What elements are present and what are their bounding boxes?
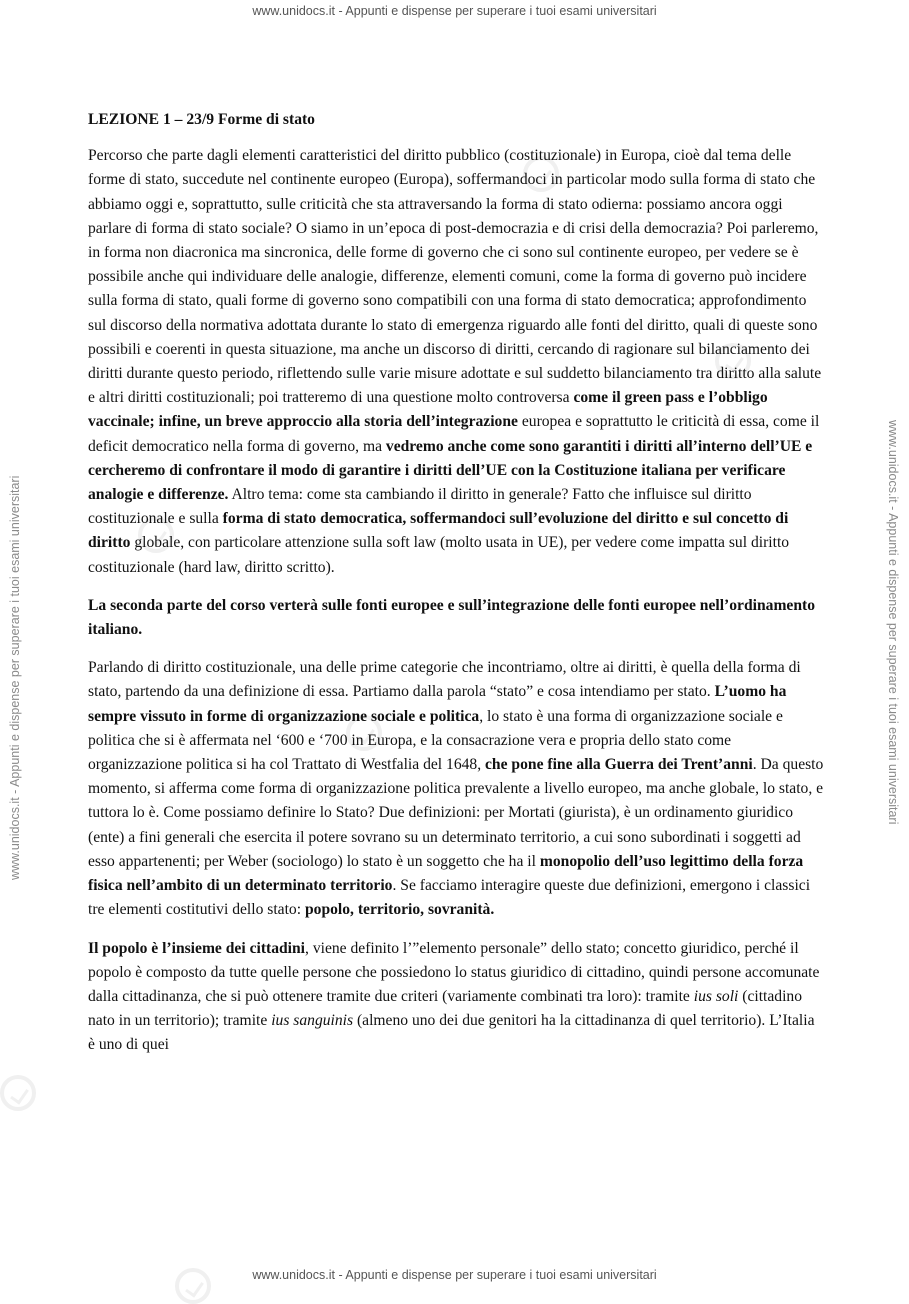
watermark-header: www.unidocs.it - Appunti e dispense per superare i tuoi esami universitari (252, 4, 657, 18)
text-run: globale, con particolare attenzione sulla soft law (molto usata in UE), per vedere come impatta sul diritto costituzionale (hard law, diritto scritto). (88, 534, 790, 576)
paragraph-stato (88, 656, 824, 922)
text-run: , viene definito l’”elemento personale” dello stato; concetto giuridico, perché il popolo è composto da tutte quelle persone che possiedono lo status giuridico di cittadino, quindi persone accomunate dalla cittadinanza, che si può ottenere tramite due criteri (variamente combinati tra loro): tramite (88, 939, 820, 1005)
paragraph-second-part: La seconda parte del corso verterà sulle fonti europee e sull’integrazione delle fonti europee nell’ordinamento italiano. (88, 596, 816, 639)
watermark-logo-icon (175, 1268, 211, 1304)
lesson-title: LEZIONE 1 – 23/9 Forme di stato (88, 111, 315, 128)
text-run-bold: vedremo anche come sono garantiti i diritti all’interno dell’UE e cercheremo di confrontare il modo di garantire i diritti dell’UE con la Costituzione italiana per verificare analogie e differenze. (88, 437, 813, 504)
paragraph-intro (88, 144, 824, 580)
watermark-footer: www.unidocs.it - Appunti e dispense per superare i tuoi esami universitari (252, 1268, 657, 1282)
text-run-bold: L’uomo ha sempre vissuto in forme di organizzazione sociale e politica (88, 683, 787, 725)
paragraph-popolo (88, 937, 824, 1058)
text-run-bold: popolo, territorio, sovranità. (304, 901, 495, 919)
text-run: , lo stato è una forma di organizzazione sociale e politica che si è affermata nel ‘600 e ‘700 in Europa, e la consacrazione vera e propria dello stato come organizzazione politica si ha col Trattato di Westfalia del 1648, (88, 707, 783, 774)
text-run: Percorso che parte dagli elementi caratteristici del diritto pubblico (costituzionale) in Europa, cioè dal tema delle forme di stato, succedute nel continente europeo (Europa), soffermandoci in particolar modo sulla forma di stato che abbiamo oggi e, soprattutto, sulle criticità che sta attraversando la forma di stato odierna: possiamo ancora oggi parlare di forma di stato sociale? O siamo in un’epoca di post-democrazia e di crisi della democrazia? Poi parleremo, in forma non diacronica ma sincronica, delle forme di governo che ci sono sul continente europeo, per vedere se è possibile anche qui individuare delle analogie, differenze, elementi comuni, come la forma di governo può incidere sulla forma di stato, quali forme di governo sono compatibili con una forma di stato democratica; approfondimento sul discorso della normativa adottata durante lo stato di emergenza riguardo alle fonti del diritto, quali di queste sono possibili e coerenti in questa situazione, ma anche un discorso di diritti, cercando di ragionare sul bilanciamento dei diritti durante questo periodo, riflettendo sulle varie misure adottate e sul suddetto bilanciamento tra diritto alla salute e altri diritti costituzionali; poi tratteremo di una questione molto controversa (88, 147, 822, 407)
text-run: . Se facciamo interagire queste due definizioni, emergono i classici tre elementi costitutivi dello stato: (88, 877, 811, 919)
watermark-logo-icon (0, 1075, 36, 1111)
text-run: europea e soprattutto le criticità di essa, come il deficit democratico nella forma di governo, ma (88, 413, 820, 455)
text-run-bold: che pone fine alla Guerra dei Trent’anni (485, 756, 753, 774)
text-run-bold: forma di stato democratica, soffermandoci sull’evoluzione del diritto e sul concetto di diritto (88, 510, 789, 552)
text-run: . Da questo momento, si afferma come forma di organizzazione politica prevalente a livello europeo, ma anche globale, lo stato, e tuttora lo è. Come possiamo definire lo Stato? Due definizioni: per Mortati (giurista), è un ordinamento giuridico (ente) a fini generali che esercita il potere sovrano su un determinato territorio, a cui sono subordinati i soggetti ad esso appartenenti; per Weber (sociologo) lo stato è un soggetto che ha il (88, 756, 824, 870)
watermark-right: www.unidocs.it - Appunti e dispense per superare i tuoi esami universitari (886, 420, 900, 825)
text-run-bold: monopolio dell’uso legittimo della forza fisica nell’ambito di un determinato territorio (88, 852, 804, 895)
text-run: (cittadino nato in un territorio); tramite (88, 987, 803, 1030)
text-run-bold: Il popolo è l’insieme dei cittadini (88, 939, 306, 957)
text-run: Altro tema: come sta cambiando il diritto in generale? Fatto che influisce sul diritto costituzionale e sulla (88, 486, 752, 528)
text-run-bold: come il green pass e l’obbligo vaccinale; infine, un breve approccio alla storia dell’integrazione (88, 389, 768, 431)
watermark-left: www.unidocs.it - Appunti e dispense per superare i tuoi esami universitari (8, 475, 22, 880)
text-run-italic: ius sanguinis (271, 1012, 354, 1030)
text-run-italic: ius soli (693, 987, 739, 1005)
document-body (88, 108, 824, 1072)
text-run: Parlando di diritto costituzionale, una delle prime categorie che incontriamo, oltre ai diritti, è quella della forma di stato, partendo da una definizione di essa. Partiamo dalla parola “stato” e cosa intendiamo per stato. (88, 659, 801, 701)
text-run: (almeno uno dei due genitori ha la cittadinanza di quel territorio). L’Italia è uno di quei (88, 1012, 815, 1054)
